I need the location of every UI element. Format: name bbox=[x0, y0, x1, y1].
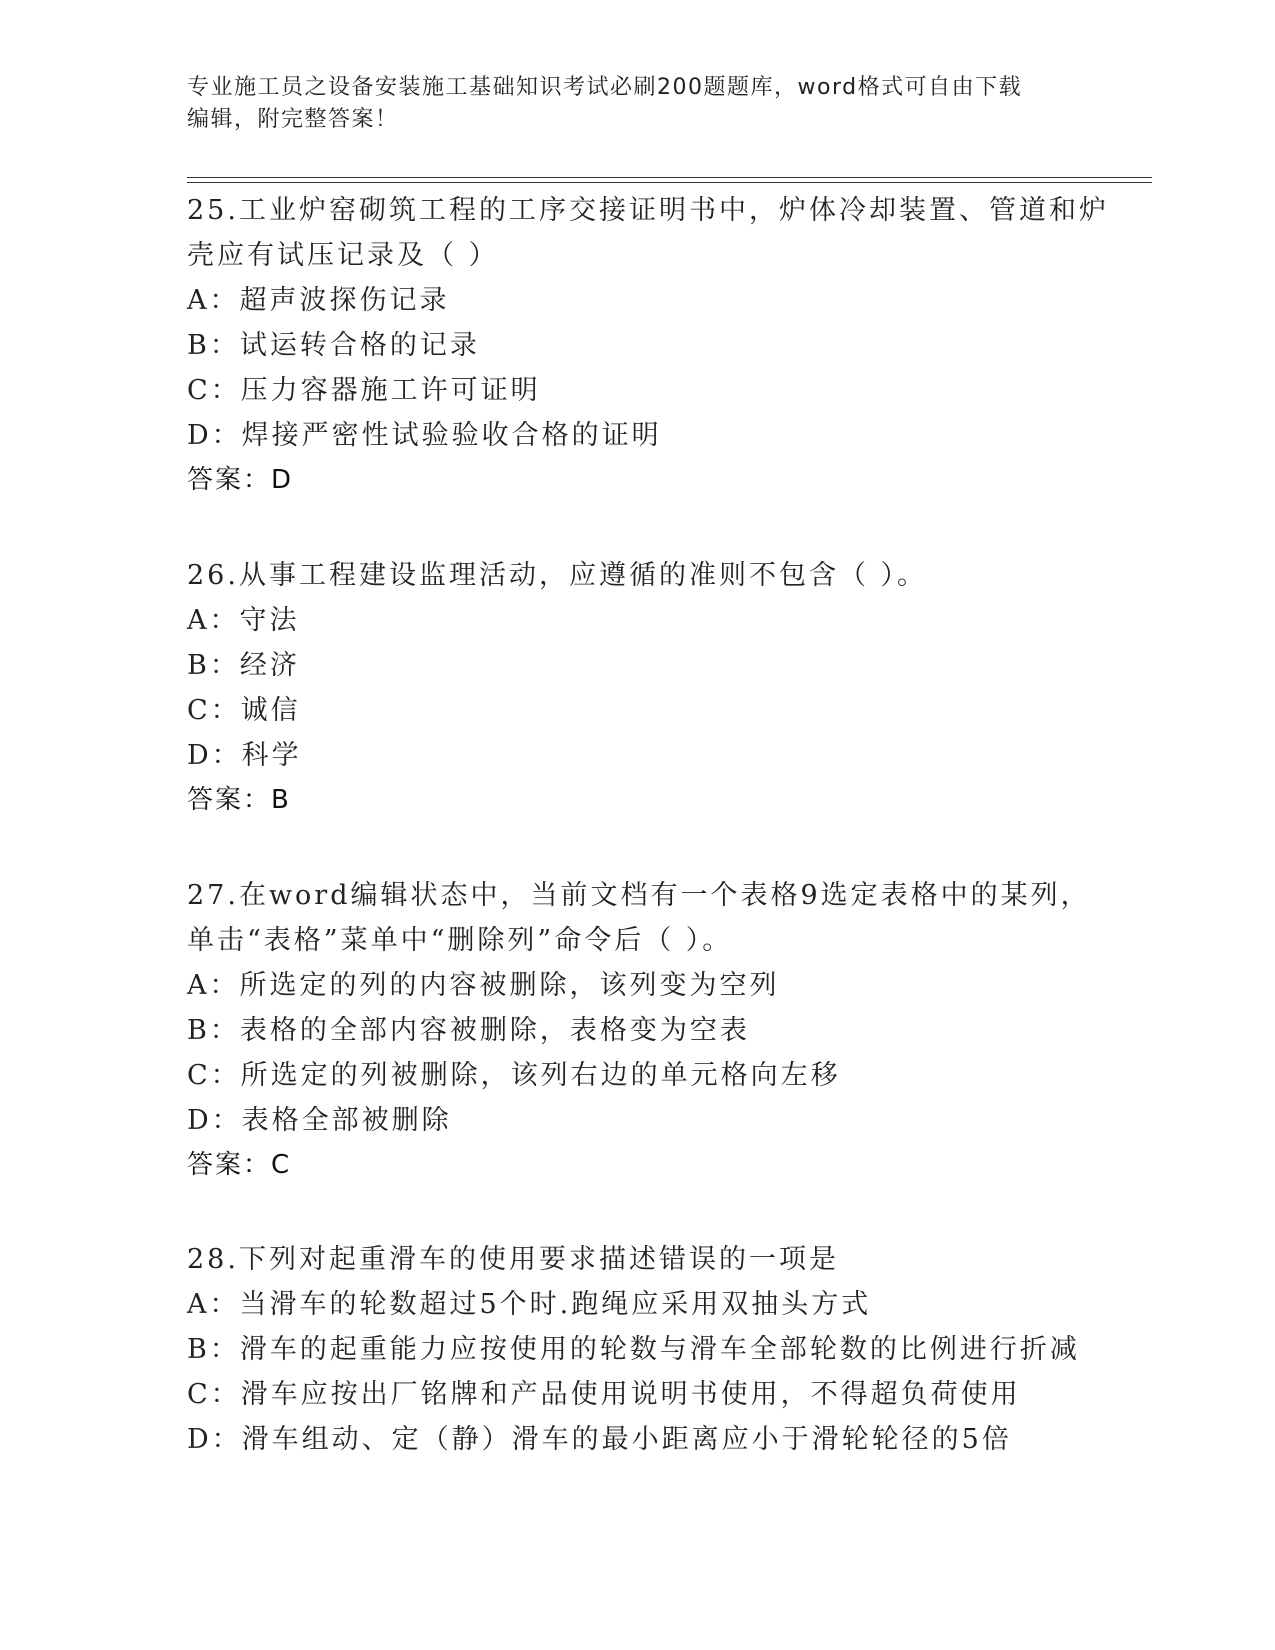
question-stem: 27.在word编辑状态中，当前文档有一个表格9选定表格中的某列， bbox=[187, 880, 1091, 911]
answer: 答案：D bbox=[187, 465, 294, 495]
option-b: B：经济 bbox=[187, 650, 300, 681]
option-b: B：滑车的起重能力应按使用的轮数与滑车全部轮数的比例进行折减 bbox=[187, 1334, 1080, 1365]
question-25 bbox=[187, 188, 1109, 503]
option-a: A：当滑车的轮数超过5个时.跑绳应采用双抽头方式 bbox=[187, 1289, 872, 1320]
option-d: D：科学 bbox=[187, 740, 302, 771]
option-a: A：守法 bbox=[187, 605, 300, 636]
option-d: D：滑车组动、定（静）滑车的最小距离应小于滑轮轮径的5倍 bbox=[187, 1424, 1012, 1455]
question-stem: 26.从事工程建设监理活动，应遵循的准则不包含（ ）。 bbox=[187, 560, 928, 591]
document-header bbox=[187, 72, 1067, 136]
option-a: A：超声波探伤记录 bbox=[187, 285, 450, 316]
header-divider bbox=[187, 177, 1152, 178]
question-stem: 壳应有试压记录及（ ） bbox=[187, 240, 499, 271]
option-d: D：焊接严密性试验验收合格的证明 bbox=[187, 420, 662, 451]
option-c: C：诚信 bbox=[187, 695, 301, 726]
question-26 bbox=[187, 553, 1087, 823]
option-a: A：所选定的列的内容被删除，该列变为空列 bbox=[187, 970, 780, 1001]
question-28 bbox=[187, 1237, 1087, 1462]
answer: 答案：C bbox=[187, 1150, 292, 1180]
option-d: D：表格全部被删除 bbox=[187, 1105, 452, 1136]
option-b: B：试运转合格的记录 bbox=[187, 330, 480, 361]
option-c: C：压力容器施工许可证明 bbox=[187, 375, 541, 406]
header-line: 编辑，附完整答案！ bbox=[187, 107, 399, 132]
question-stem: 28.下列对起重滑车的使用要求描述错误的一项是 bbox=[187, 1244, 839, 1275]
question-stem: 25.工业炉窑砌筑工程的工序交接证明书中，炉体冷却装置、管道和炉 bbox=[187, 195, 1109, 226]
answer: 答案：B bbox=[187, 785, 291, 815]
header-line: 专业施工员之设备安装施工基础知识考试必刷200题题库，word格式可自由下载 bbox=[187, 75, 1023, 100]
option-c: C：滑车应按出厂铭牌和产品使用说明书使用，不得超负荷使用 bbox=[187, 1379, 1021, 1410]
option-b: B：表格的全部内容被删除，表格变为空表 bbox=[187, 1015, 750, 1046]
question-stem: 单击“表格”菜单中“删除列”命令后（ ）。 bbox=[187, 925, 733, 956]
question-27 bbox=[187, 873, 1091, 1188]
header-divider bbox=[187, 182, 1152, 183]
option-c: C：所选定的列被删除，该列右边的单元格向左移 bbox=[187, 1060, 841, 1091]
